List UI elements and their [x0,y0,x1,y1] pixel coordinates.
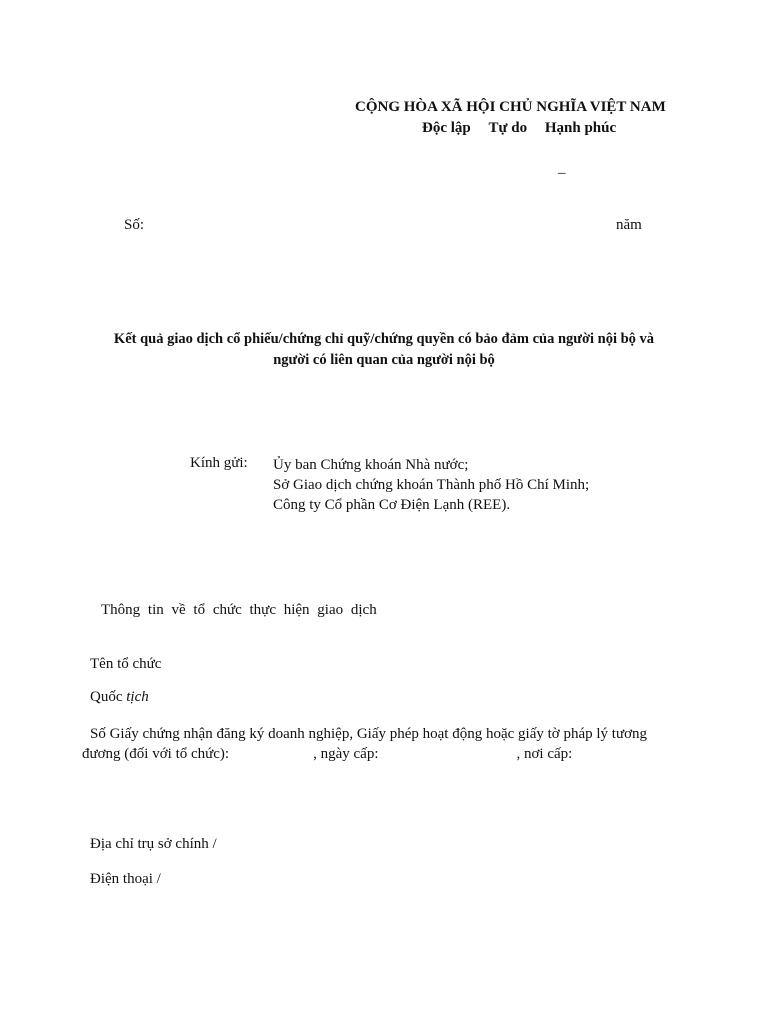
document-title [60,329,708,371]
phone-field: Điện thoại / [90,871,161,887]
title-line-2: người có liên quan của người nội bộ [273,352,495,368]
nationality-italic: tịch [126,689,149,705]
title-line-1: Kết quả giao dịch cổ phiếu/chứng chỉ quỹ/chứng quyền có bảo đảm của người nội bộ và [113,331,655,347]
recipient-item: Ủy ban Chứng khoán Nhà nước; [273,457,469,473]
nationality-prefix: Quốc [90,689,127,705]
registration-line-1: Số Giấy chứng nhận đăng ký doanh nghiệp, Giấy phép hoạt động hoặc giấy tờ pháp lý tương [90,726,648,742]
motto-independence: Độc lập [422,120,471,136]
motto-freedom: Tự do [488,120,528,136]
document-number-label: Số: [124,217,145,233]
year-label: năm [616,217,642,233]
section-heading: Thông tin về tổ chức thực hiện giao dịch [101,602,377,618]
recipient-item: Sở Giao dịch chứng khoán Thành phố Hồ Chí Minh; [273,477,590,493]
issue-place-label: , nơi cấp: [516,746,573,762]
head-office-address-field: Địa chỉ trụ sở chính / [90,836,217,852]
recipients-label: Kính gửi: [190,455,248,471]
header-dash: _ [558,160,566,176]
nationality-field [90,689,149,706]
registration-equivalent-label: đương (đối với tổ chức): [82,746,230,762]
motto-happiness: Hạnh phúc [544,120,617,136]
business-registration-field [82,724,682,764]
organization-name-field: Tên tổ chức [90,656,162,672]
recipient-item: Công ty Cổ phần Cơ Điện Lạnh (REE). [273,497,511,513]
recipients-list [273,455,589,515]
issue-date-label: , ngày cấp: [313,746,379,762]
nation-heading: CỘNG HÒA XÃ HỘI CHỦ NGHĨA VIỆT NAM [355,99,666,115]
motto-heading [422,120,616,137]
registration-line-2 [82,744,682,764]
